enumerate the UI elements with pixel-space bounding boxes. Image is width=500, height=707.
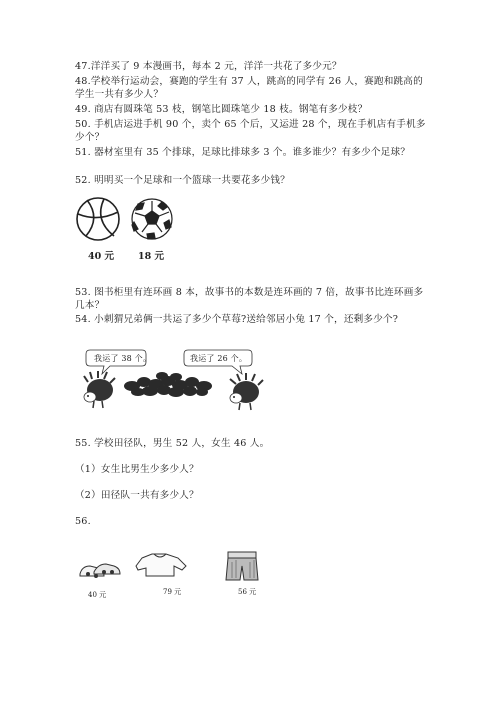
shoes-icon [80, 564, 120, 578]
question-53-line1: 53. 图书柜里有连环画 8 本，故事书的本数是连环画的 7 倍，故事书比连环画多 [75, 287, 424, 298]
question-50-line2: 少个？ [75, 132, 105, 143]
question-55-part1: （1）女生比男生少多少人？ [75, 464, 199, 475]
basketball-icon [77, 198, 119, 240]
shirt-price: 79 元 [163, 588, 182, 596]
question-50-line1: 50. 手机店运进手机 90 个，卖个 65 个后，又运进 28 个，现在手机店有手机多 [75, 119, 426, 130]
right-bubble-text: 我运了 26 个。 [190, 354, 248, 363]
right-hedgehog-icon [230, 373, 263, 410]
question-56: 56. [75, 516, 91, 527]
question-47: 47.洋洋买了 9 本漫画书，每本 2 元，洋洋一共花了多少元？ [75, 61, 342, 72]
left-hedgehog-icon [84, 371, 115, 408]
shirt-icon [136, 554, 186, 576]
strawberry-pile-icon [124, 372, 212, 397]
left-bubble-text: 我运了 38 个。 [94, 354, 152, 363]
question-55-part2: （2）田径队一共有多少人？ [75, 490, 199, 501]
question-52: 52. 明明买一个足球和一个篮球一共要花多少钱？ [75, 175, 290, 186]
shorts-icon [226, 552, 258, 580]
football-price: 18 元 [138, 251, 165, 262]
football-icon [132, 199, 172, 239]
question-54: 54. 小刺猬兄弟俩一共运了多少个草莓?送给邻居小兔 17 个，还剩多少个? [75, 314, 399, 325]
question-48-line2: 学生一共有多少人？ [75, 89, 164, 100]
question-51: 51. 器材室里有 35 个排球，足球比排球多 3 个。谁多谁少？有多少个足球？ [75, 147, 411, 158]
question-48-line1: 48.学校举行运动会，赛跑的学生有 37 人，跳高的同学有 26 人，赛跑和跳高的 [75, 76, 423, 87]
question-53-line2: 几本？ [75, 300, 105, 311]
question-49: 49. 商店有圆珠笔 53 枝，钢笔比圆珠笔少 18 枝。钢笔有多少枝？ [75, 104, 368, 115]
basketball-price: 40 元 [88, 251, 115, 262]
question-55: 55. 学校田径队，男生 52 人，女生 46 人。 [75, 438, 270, 449]
shorts-price: 56 元 [238, 588, 257, 596]
shoes-price: 40 元 [88, 591, 107, 599]
clothes-figure [74, 548, 274, 588]
